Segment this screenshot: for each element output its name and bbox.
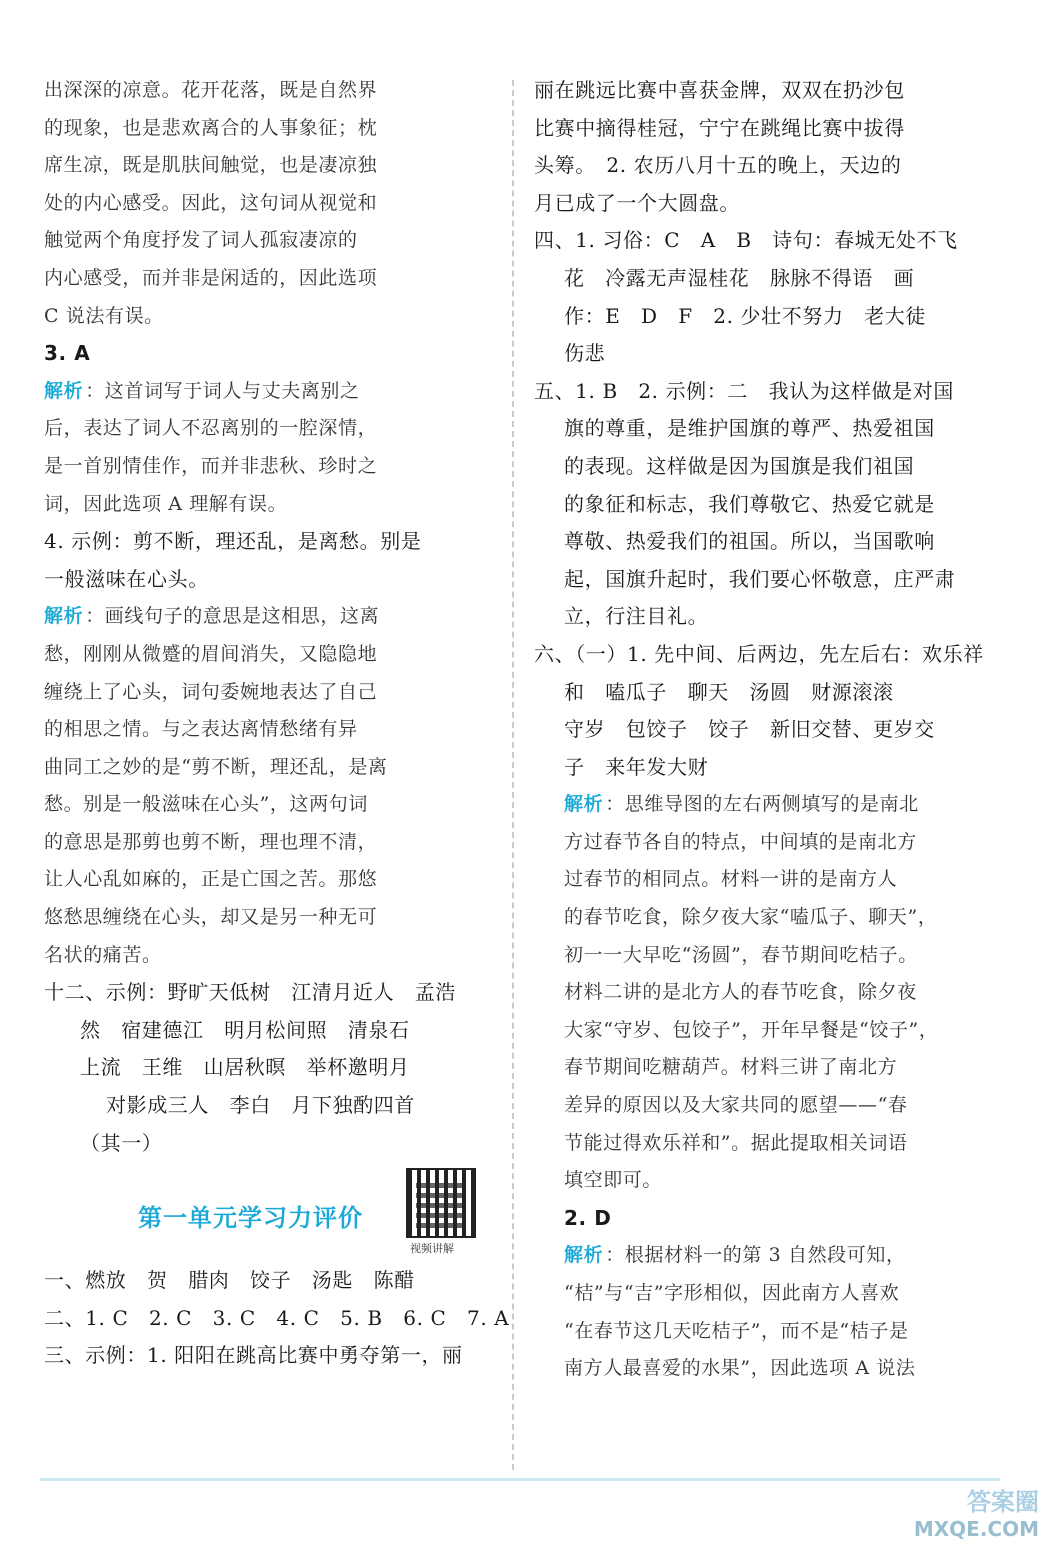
- text-line: 处的内心感受。因此，这句词从视觉和: [44, 191, 378, 214]
- answer-q2: 2. D: [564, 1205, 612, 1230]
- explanation-line: 过春节的相同点。材料一讲的是南方人: [564, 868, 898, 891]
- answer-sec5: 的表现。这样做是因为国旗是我们祖国: [564, 453, 915, 478]
- explanation-line: 缠绕上了心头，词句委婉地表达了自己: [44, 680, 378, 703]
- qr-label: 视频讲解: [410, 1242, 454, 1256]
- column-divider: [512, 80, 514, 1470]
- qr-code-icon[interactable]: [406, 1168, 476, 1238]
- answer-sec6: 六、（一）1. 先中间、后两边，先左后右：欢乐祥: [534, 641, 984, 666]
- explanation-line: 词，因此选项 A 理解有误。: [44, 492, 288, 515]
- explanation-line: 方过春节各自的特点，中间填的是南北方: [564, 830, 917, 853]
- answer-sec5: 尊敬、热爱我们的祖国。所以，当国歌响: [564, 529, 935, 554]
- explanation-line: 解析 ：思维导图的左右两侧填写的是南北: [564, 793, 919, 816]
- answer-sec2: 二、1. C 2. C 3. C 4. C 5. B 6. C 7. A: [44, 1305, 510, 1330]
- explanation-line: 是一首别情佳作，而并非悲秋、珍时之: [44, 454, 378, 477]
- analysis-tag: 解析: [44, 379, 84, 402]
- answer-sec5: 的象征和标志，我们尊敬它、热爱它就是: [564, 491, 935, 516]
- watermark-text: 答案圈: [967, 1488, 1039, 1516]
- text-line: 的现象，也是悲欢离合的人事象征；枕: [44, 116, 378, 139]
- answer-sec1: 一、燃放 贺 腊肉 饺子 汤匙 陈醋: [44, 1268, 415, 1293]
- answer-q12: 对影成三人 李白 月下独酌四首: [106, 1093, 415, 1118]
- answer-sec4: 花 冷露无声湿桂花 脉脉不得语 画: [564, 265, 915, 290]
- text-line: 出深深的凉意。花开花落，既是自然界: [44, 79, 378, 101]
- explanation-line: 的相思之情。与之表达离情愁绪有异: [44, 718, 358, 741]
- explanation-line: 南方人最喜爱的水果”，因此选项 A 说法: [564, 1357, 916, 1380]
- answer-sec3: 三、示例：1. 阳阳在跳高比赛中勇夺第一，丽: [44, 1343, 463, 1368]
- explanation-line: 名状的痛苦。: [44, 943, 162, 966]
- explanation-line: “在春节这几天吃桔子”，而不是“桔子是: [564, 1319, 909, 1342]
- watermark-logo: [909, 1482, 1039, 1541]
- answer-q4: 4. 示例：剪不断，理还乱，是离愁。别是: [44, 529, 422, 554]
- text-line: 内心感受，而并非是闲适的，因此选项: [44, 266, 378, 289]
- text-line: C 说法有误。: [44, 304, 164, 327]
- text-line: 比赛中摘得桂冠，宁宁在跳绳比赛中拔得: [534, 115, 905, 140]
- explanation-line: 填空即可。: [564, 1169, 663, 1192]
- right-column: [534, 72, 994, 1388]
- analysis-tag: 解析: [564, 1244, 604, 1267]
- answer-q12: （其一）: [80, 1130, 163, 1155]
- explanation-line: 的春节吃食，除夕夜大家“嗑瓜子、聊天”，: [564, 906, 938, 929]
- explanation-line: 节能过得欢乐祥和”。据此提取相关词语: [564, 1131, 908, 1154]
- footer-rule: [40, 1478, 1000, 1481]
- answer-sec5: 旗的尊重，是维护国旗的尊严、热爱祖国: [564, 416, 935, 441]
- answer-sec6: 和 嗑瓜子 聊天 汤圆 财源滚滚: [564, 679, 894, 704]
- answer-sec4: 四、1. 习俗：C A B 诗句：春城无处不飞: [534, 228, 958, 253]
- explanation-line: 春节期间吃糖葫芦。材料三讲了南北方: [564, 1056, 898, 1079]
- answer-sec6: 守岁 包饺子 饺子 新旧交替、更岁交: [564, 717, 935, 742]
- text-line: 月已成了一个大圆盘。: [534, 190, 740, 215]
- answer-sec5: 起，国旗升起时，我们要心怀敬意，庄严肃: [564, 566, 956, 591]
- explanation-line: 后，表达了词人不忍离别的一腔深情，: [44, 417, 378, 440]
- explanation-line: 差异的原因以及大家共同的愿望——“春: [564, 1094, 908, 1117]
- text-line: 丽在跳远比赛中喜获金牌，双双在扔沙包: [534, 78, 905, 102]
- text-line: 触觉两个角度抒发了词人孤寂凄凉的: [44, 229, 358, 252]
- explanation-line: 愁，刚刚从微蹙的眉间消失，又隐隐地: [44, 642, 378, 665]
- explanation-line: 材料二讲的是北方人的春节吃食，除夕夜: [564, 981, 917, 1004]
- answer-q12: 然 宿建德江 明月松间照 清泉石: [80, 1017, 410, 1042]
- explanation-line: 的意思是那剪也剪不断，理也理不清，: [44, 830, 378, 853]
- answer-q3: 3. A: [44, 341, 91, 366]
- answer-sec5: 五、1. B 2. 示例：二 我认为这样做是对国: [534, 378, 954, 403]
- section-title: 第一单元学习力评价: [138, 1204, 363, 1233]
- explanation-line: 悠愁思缠绕在心头，却又是另一种无可: [44, 906, 378, 929]
- explanation-line: 大家“守岁、包饺子”，开年早餐是“饺子”，: [564, 1018, 939, 1041]
- text-line: 席生凉，既是肌肤间触觉，也是凄凉独: [44, 154, 378, 177]
- answer-sec6: 子 来年发大财: [564, 754, 709, 779]
- explanation-line: 解析 ：画线句子的意思是这相思，这离: [44, 605, 380, 628]
- explanation-line: 初一一大早吃“汤圆”，春节期间吃桔子。: [564, 943, 918, 966]
- text-line: 头筹。 2. 农历八月十五的晚上，天边的: [534, 153, 902, 178]
- explanation-line: 曲同工之妙的是“剪不断，理还乱，是离: [44, 755, 388, 778]
- analysis-tag: 解析: [44, 605, 84, 628]
- answer-q12: 十二、示例：野旷天低树 江清月近人 孟浩: [44, 980, 456, 1005]
- explanation-line: 解析 ：根据材料一的第 3 自然段可知，: [564, 1244, 906, 1267]
- answer-q4: 一般滋味在心头。: [44, 566, 209, 591]
- answer-sec4: 作：E D F 2. 少壮不努力 老大徒: [564, 303, 926, 328]
- explanation-line: “桔”与“吉”字形相似，因此南方人喜欢: [564, 1282, 900, 1304]
- explanation-line: 让人心乱如麻的，正是亡国之苦。那悠: [44, 868, 378, 891]
- explanation-line: 解析 ：这首词写于词人与丈夫离别之: [44, 379, 360, 402]
- analysis-tag: 解析: [564, 793, 604, 816]
- answer-q12: 上流 王维 山居秋暝 举杯邀明月: [80, 1055, 410, 1080]
- unit-heading: [44, 1162, 494, 1262]
- answer-sec5: 立，行注目礼。: [564, 604, 709, 629]
- watermark-url: MXQE.COM: [913, 1517, 1039, 1541]
- left-column: [44, 72, 510, 1375]
- explanation-line: 愁。别是一般滋味在心头”，这两句词: [44, 793, 368, 816]
- answer-sec4: 伤悲: [564, 341, 606, 366]
